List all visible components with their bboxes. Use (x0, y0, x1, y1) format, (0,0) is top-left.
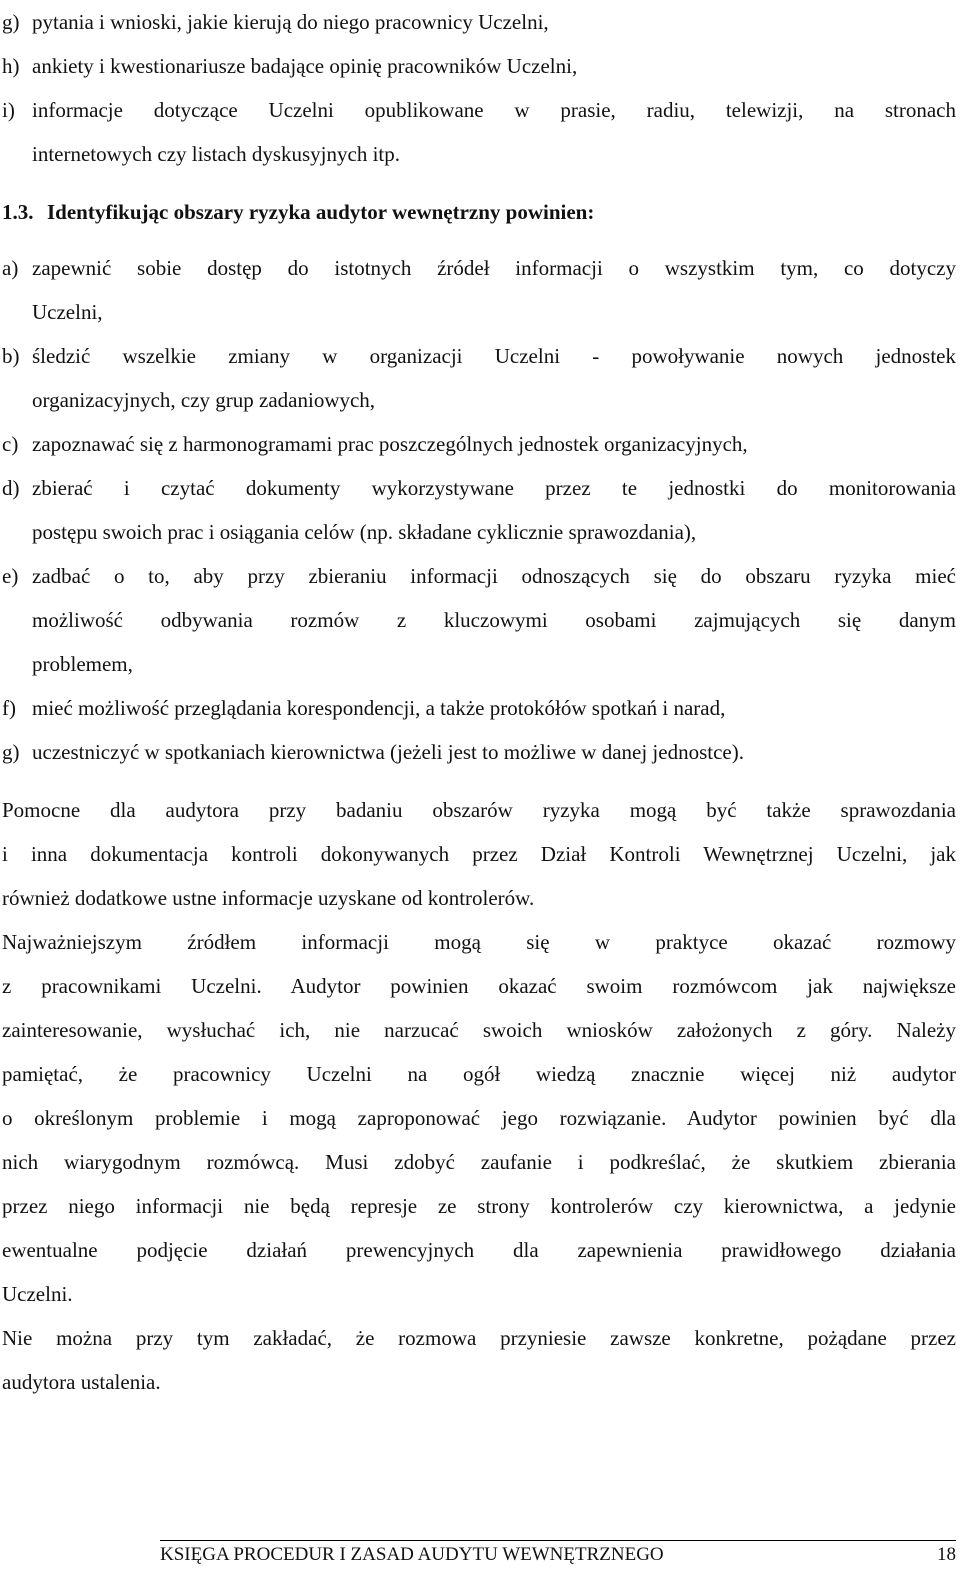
list-item-text-line: możliwość odbywania rozmów z kluczowymi osobami zajmujących się danym (32, 608, 956, 632)
list-item-text-line: zbierać i czytać dokumenty wykorzystywane przez te jednostki do monitorowania (32, 476, 956, 500)
paragraph-line: o określonym problemie i mogą zaproponować jego rozwiązanie. Audytor powinien być dla (2, 1106, 956, 1130)
list-main (2, 246, 956, 774)
paragraph-line: Uczelni. (2, 1282, 73, 1306)
list-top-item (2, 88, 956, 176)
paragraph-line: Pomocne dla audytora przy badaniu obszarów ryzyka mogą być także sprawozdania (2, 798, 956, 822)
paragraph-line: audytora ustalenia. (2, 1370, 161, 1394)
list-item-text-line: postępu swoich prac i osiągania celów (np. składane cyklicznie sprawozdania), (32, 520, 697, 544)
list-item-text-line: ankiety i kwestionariusze badające opinię pracowników Uczelni, (32, 54, 578, 78)
list-main-item (2, 686, 956, 730)
list-item-text-line: zadbać o to, aby przy zbieraniu informacji odnoszących się do obszaru ryzyka mieć (32, 564, 956, 588)
paragraph (2, 920, 956, 1316)
list-marker: i) (2, 98, 15, 122)
paragraph (2, 1316, 956, 1404)
list-item-text-line: Uczelni, (32, 300, 103, 324)
section-heading (2, 190, 956, 234)
list-marker: c) (2, 432, 19, 456)
paragraph-line: przez niego informacji nie będą represje ze strony kontrolerów czy kierownictwa, a jedynie (2, 1194, 956, 1218)
paragraph (2, 788, 956, 920)
list-main-item (2, 466, 956, 554)
list-marker: g) (2, 10, 20, 34)
list-item-text-line: śledzić wszelkie zmiany w organizacji Uczelni - powoływanie nowych jednostek (32, 344, 956, 368)
paragraph-line: Nie można przy tym zakładać, że rozmowa przyniesie zawsze konkretne, pożądane przez (2, 1326, 956, 1350)
list-item-text-line: zapewnić sobie dostęp do istotnych źródeł informacji o wszystkim tym, co dotyczy (32, 256, 956, 280)
paragraph-line: pamiętać, że pracownicy Uczelni na ogół wiedzą znacznie więcej niż audytor (2, 1062, 956, 1086)
list-marker: d) (2, 476, 20, 500)
list-marker: a) (2, 256, 19, 280)
paragraph-line: również dodatkowe ustne informacje uzyskane od kontrolerów. (2, 886, 535, 910)
body-paragraphs (2, 788, 956, 1404)
list-item-text-line: mieć możliwość przeglądania korespondencji, a także protokółów spotkań i narad, (32, 696, 726, 720)
paragraph-line: ewentualne podjęcie działań prewencyjnych dla zapewnienia prawidłowego działania (2, 1238, 956, 1262)
list-main-item (2, 334, 956, 422)
paragraph-line: i inna dokumentacja kontroli dokonywanych przez Dział Kontroli Wewnętrznej Uczelni, jak (2, 842, 956, 866)
list-item-text-line: pytania i wnioski, jakie kierują do niego pracownicy Uczelni, (32, 10, 549, 34)
section-title: Identyfikując obszary ryzyka audytor wewnętrzny powinien: (47, 200, 595, 224)
footer-title: KSIĘGA PROCEDUR I ZASAD AUDYTU WEWNĘTRZNEGO (160, 1544, 664, 1565)
list-item-text-line: problemem, (32, 652, 133, 676)
list-item-text-line: organizacyjnych, czy grup zadaniowych, (32, 388, 376, 412)
list-main-item (2, 730, 956, 774)
paragraph-line: zainteresowanie, wysłuchać ich, nie narzucać swoich wniosków założonych z góry. Należy (2, 1018, 956, 1042)
paragraph-line: Najważniejszym źródłem informacji mogą się w praktyce okazać rozmowy (2, 930, 956, 954)
list-item-text-line: uczestniczyć w spotkaniach kierownictwa (jeżeli jest to możliwe w danej jednostce). (32, 740, 744, 764)
footer-page-number: 18 (937, 1544, 956, 1565)
page-footer (160, 1540, 956, 1570)
paragraph-line: nich wiarygodnym rozmówcą. Musi zdobyć zaufanie i podkreślać, że skutkiem zbierania (2, 1150, 956, 1174)
section-number: 1.3. (2, 200, 34, 224)
document-page (2, 0, 956, 1404)
list-item-text-line: informacje dotyczące Uczelni opublikowane w prasie, radiu, telewizji, na stronach (32, 98, 956, 122)
list-top-item (2, 0, 956, 44)
list-item-text-line: zapoznawać się z harmonogramami prac poszczególnych jednostek organizacyjnych, (32, 432, 748, 456)
list-marker: b) (2, 344, 20, 368)
list-marker: f) (2, 696, 16, 720)
list-item-text-line: internetowych czy listach dyskusyjnych itp. (32, 142, 401, 166)
list-main-item (2, 246, 956, 334)
list-marker: h) (2, 54, 20, 78)
list-main-item (2, 554, 956, 686)
footer-rule (160, 1540, 956, 1541)
list-marker: g) (2, 740, 20, 764)
paragraph-line: z pracownikami Uczelni. Audytor powinien okazać swoim rozmówcom jak największe (2, 974, 956, 998)
list-top-item (2, 44, 956, 88)
list-main-item (2, 422, 956, 466)
list-top (2, 0, 956, 176)
list-marker: e) (2, 564, 19, 588)
